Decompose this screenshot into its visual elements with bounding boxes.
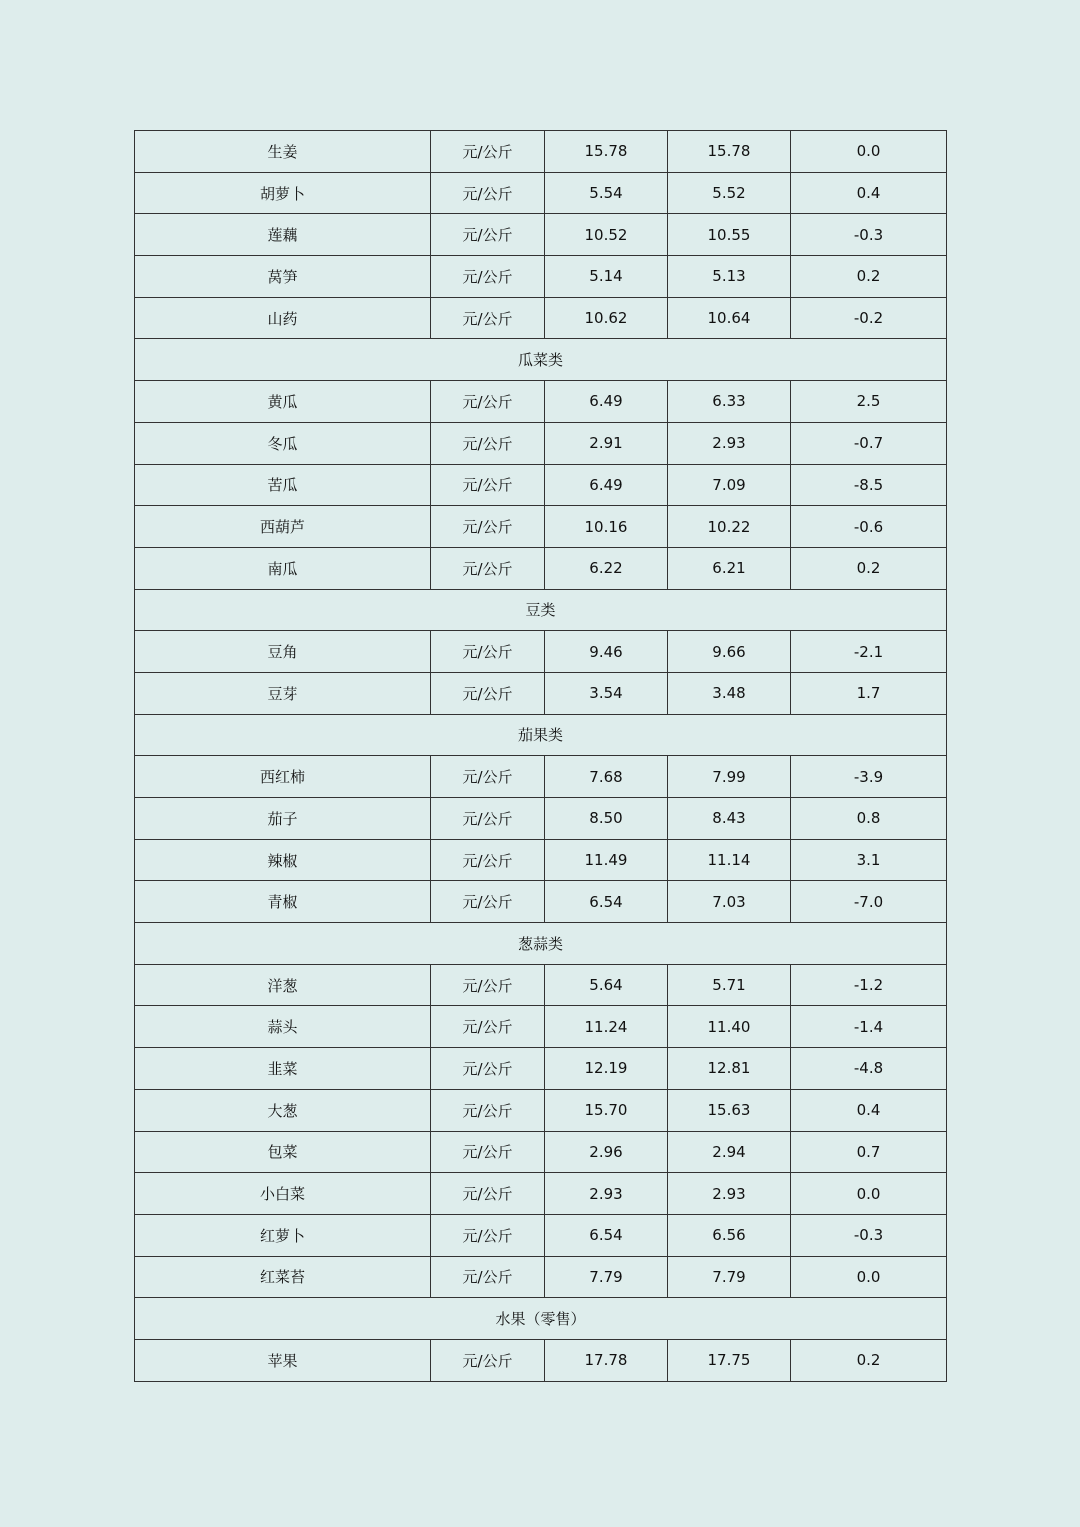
unit-cell: 元/公斤 (431, 798, 545, 840)
current-price-cell: 12.19 (545, 1048, 668, 1090)
item-name-cell: 南瓜 (135, 547, 431, 589)
table-row (135, 839, 947, 881)
table-row (135, 881, 947, 923)
item-name-cell: 莴笋 (135, 256, 431, 298)
current-price-cell: 2.91 (545, 422, 668, 464)
previous-price-cell: 17.75 (668, 1339, 791, 1381)
current-price-cell: 5.54 (545, 172, 668, 214)
unit-cell: 元/公斤 (431, 381, 545, 423)
change-percent-cell: -0.3 (791, 1214, 947, 1256)
item-name-cell: 包菜 (135, 1131, 431, 1173)
table-row (135, 672, 947, 714)
change-percent-cell: -0.7 (791, 422, 947, 464)
table-row (135, 1256, 947, 1298)
category-label: 茄果类 (135, 714, 947, 756)
unit-cell: 元/公斤 (431, 839, 545, 881)
table-row (135, 214, 947, 256)
previous-price-cell: 2.93 (668, 1173, 791, 1215)
category-row (135, 714, 947, 756)
unit-cell: 元/公斤 (431, 256, 545, 298)
item-name-cell: 西葫芦 (135, 506, 431, 548)
table-row (135, 547, 947, 589)
unit-cell: 元/公斤 (431, 1131, 545, 1173)
category-row (135, 923, 947, 965)
previous-price-cell: 2.93 (668, 422, 791, 464)
table-row (135, 1089, 947, 1131)
current-price-cell: 15.78 (545, 131, 668, 173)
table-row (135, 131, 947, 173)
item-name-cell: 茄子 (135, 798, 431, 840)
previous-price-cell: 10.64 (668, 297, 791, 339)
item-name-cell: 豆芽 (135, 672, 431, 714)
category-label: 豆类 (135, 589, 947, 631)
current-price-cell: 5.64 (545, 964, 668, 1006)
previous-price-cell: 11.40 (668, 1006, 791, 1048)
change-percent-cell: 0.0 (791, 1173, 947, 1215)
table-row (135, 256, 947, 298)
previous-price-cell: 6.21 (668, 547, 791, 589)
previous-price-cell: 9.66 (668, 631, 791, 673)
table-row (135, 464, 947, 506)
change-percent-cell: -8.5 (791, 464, 947, 506)
previous-price-cell: 15.63 (668, 1089, 791, 1131)
current-price-cell: 6.54 (545, 881, 668, 923)
item-name-cell: 苦瓜 (135, 464, 431, 506)
previous-price-cell: 6.33 (668, 381, 791, 423)
current-price-cell: 11.49 (545, 839, 668, 881)
previous-price-cell: 7.09 (668, 464, 791, 506)
unit-cell: 元/公斤 (431, 506, 545, 548)
item-name-cell: 黄瓜 (135, 381, 431, 423)
table-row (135, 1214, 947, 1256)
current-price-cell: 8.50 (545, 798, 668, 840)
current-price-cell: 7.79 (545, 1256, 668, 1298)
item-name-cell: 西红柿 (135, 756, 431, 798)
previous-price-cell: 12.81 (668, 1048, 791, 1090)
change-percent-cell: 1.7 (791, 672, 947, 714)
current-price-cell: 15.70 (545, 1089, 668, 1131)
unit-cell: 元/公斤 (431, 297, 545, 339)
change-percent-cell: 0.7 (791, 1131, 947, 1173)
table-row (135, 1339, 947, 1381)
category-row (135, 339, 947, 381)
table-row (135, 297, 947, 339)
item-name-cell: 韭菜 (135, 1048, 431, 1090)
price-table-body (135, 131, 947, 1382)
unit-cell: 元/公斤 (431, 172, 545, 214)
current-price-cell: 6.49 (545, 381, 668, 423)
item-name-cell: 山药 (135, 297, 431, 339)
unit-cell: 元/公斤 (431, 964, 545, 1006)
unit-cell: 元/公斤 (431, 547, 545, 589)
table-row (135, 964, 947, 1006)
table-row (135, 1048, 947, 1090)
previous-price-cell: 11.14 (668, 839, 791, 881)
item-name-cell: 洋葱 (135, 964, 431, 1006)
change-percent-cell: -1.2 (791, 964, 947, 1006)
current-price-cell: 7.68 (545, 756, 668, 798)
category-label: 葱蒜类 (135, 923, 947, 965)
unit-cell: 元/公斤 (431, 1256, 545, 1298)
item-name-cell: 青椒 (135, 881, 431, 923)
previous-price-cell: 7.79 (668, 1256, 791, 1298)
item-name-cell: 豆角 (135, 631, 431, 673)
change-percent-cell: 0.2 (791, 256, 947, 298)
change-percent-cell: -4.8 (791, 1048, 947, 1090)
table-row (135, 798, 947, 840)
current-price-cell: 17.78 (545, 1339, 668, 1381)
previous-price-cell: 5.52 (668, 172, 791, 214)
unit-cell: 元/公斤 (431, 631, 545, 673)
change-percent-cell: -3.9 (791, 756, 947, 798)
current-price-cell: 6.49 (545, 464, 668, 506)
item-name-cell: 大葱 (135, 1089, 431, 1131)
item-name-cell: 生姜 (135, 131, 431, 173)
previous-price-cell: 10.55 (668, 214, 791, 256)
current-price-cell: 3.54 (545, 672, 668, 714)
current-price-cell: 10.62 (545, 297, 668, 339)
item-name-cell: 蒜头 (135, 1006, 431, 1048)
unit-cell: 元/公斤 (431, 1089, 545, 1131)
item-name-cell: 莲藕 (135, 214, 431, 256)
table-row (135, 422, 947, 464)
unit-cell: 元/公斤 (431, 422, 545, 464)
item-name-cell: 小白菜 (135, 1173, 431, 1215)
table-row (135, 506, 947, 548)
previous-price-cell: 3.48 (668, 672, 791, 714)
current-price-cell: 10.16 (545, 506, 668, 548)
unit-cell: 元/公斤 (431, 464, 545, 506)
change-percent-cell: -0.3 (791, 214, 947, 256)
table-row (135, 381, 947, 423)
table-row (135, 631, 947, 673)
change-percent-cell: -0.6 (791, 506, 947, 548)
previous-price-cell: 5.71 (668, 964, 791, 1006)
current-price-cell: 2.96 (545, 1131, 668, 1173)
category-label: 瓜菜类 (135, 339, 947, 381)
change-percent-cell: 0.2 (791, 547, 947, 589)
unit-cell: 元/公斤 (431, 881, 545, 923)
table-row (135, 1173, 947, 1215)
unit-cell: 元/公斤 (431, 1214, 545, 1256)
change-percent-cell: 0.0 (791, 131, 947, 173)
current-price-cell: 2.93 (545, 1173, 668, 1215)
table-row (135, 1006, 947, 1048)
category-label: 水果（零售） (135, 1298, 947, 1340)
current-price-cell: 10.52 (545, 214, 668, 256)
category-row (135, 589, 947, 631)
change-percent-cell: 0.4 (791, 172, 947, 214)
change-percent-cell: 0.2 (791, 1339, 947, 1381)
price-table (134, 130, 947, 1382)
change-percent-cell: -1.4 (791, 1006, 947, 1048)
previous-price-cell: 7.03 (668, 881, 791, 923)
change-percent-cell: -0.2 (791, 297, 947, 339)
previous-price-cell: 5.13 (668, 256, 791, 298)
previous-price-cell: 15.78 (668, 131, 791, 173)
unit-cell: 元/公斤 (431, 672, 545, 714)
previous-price-cell: 6.56 (668, 1214, 791, 1256)
change-percent-cell: 0.0 (791, 1256, 947, 1298)
previous-price-cell: 2.94 (668, 1131, 791, 1173)
item-name-cell: 胡萝卜 (135, 172, 431, 214)
previous-price-cell: 8.43 (668, 798, 791, 840)
previous-price-cell: 10.22 (668, 506, 791, 548)
unit-cell: 元/公斤 (431, 1048, 545, 1090)
item-name-cell: 冬瓜 (135, 422, 431, 464)
current-price-cell: 9.46 (545, 631, 668, 673)
change-percent-cell: -7.0 (791, 881, 947, 923)
category-row (135, 1298, 947, 1340)
item-name-cell: 红萝卜 (135, 1214, 431, 1256)
unit-cell: 元/公斤 (431, 214, 545, 256)
unit-cell: 元/公斤 (431, 1173, 545, 1215)
current-price-cell: 6.54 (545, 1214, 668, 1256)
item-name-cell: 苹果 (135, 1339, 431, 1381)
table-row (135, 756, 947, 798)
unit-cell: 元/公斤 (431, 1006, 545, 1048)
item-name-cell: 辣椒 (135, 839, 431, 881)
current-price-cell: 6.22 (545, 547, 668, 589)
previous-price-cell: 7.99 (668, 756, 791, 798)
unit-cell: 元/公斤 (431, 131, 545, 173)
current-price-cell: 11.24 (545, 1006, 668, 1048)
change-percent-cell: 0.8 (791, 798, 947, 840)
unit-cell: 元/公斤 (431, 756, 545, 798)
change-percent-cell: -2.1 (791, 631, 947, 673)
current-price-cell: 5.14 (545, 256, 668, 298)
table-row (135, 1131, 947, 1173)
change-percent-cell: 0.4 (791, 1089, 947, 1131)
change-percent-cell: 3.1 (791, 839, 947, 881)
item-name-cell: 红菜苔 (135, 1256, 431, 1298)
change-percent-cell: 2.5 (791, 381, 947, 423)
unit-cell: 元/公斤 (431, 1339, 545, 1381)
table-row (135, 172, 947, 214)
